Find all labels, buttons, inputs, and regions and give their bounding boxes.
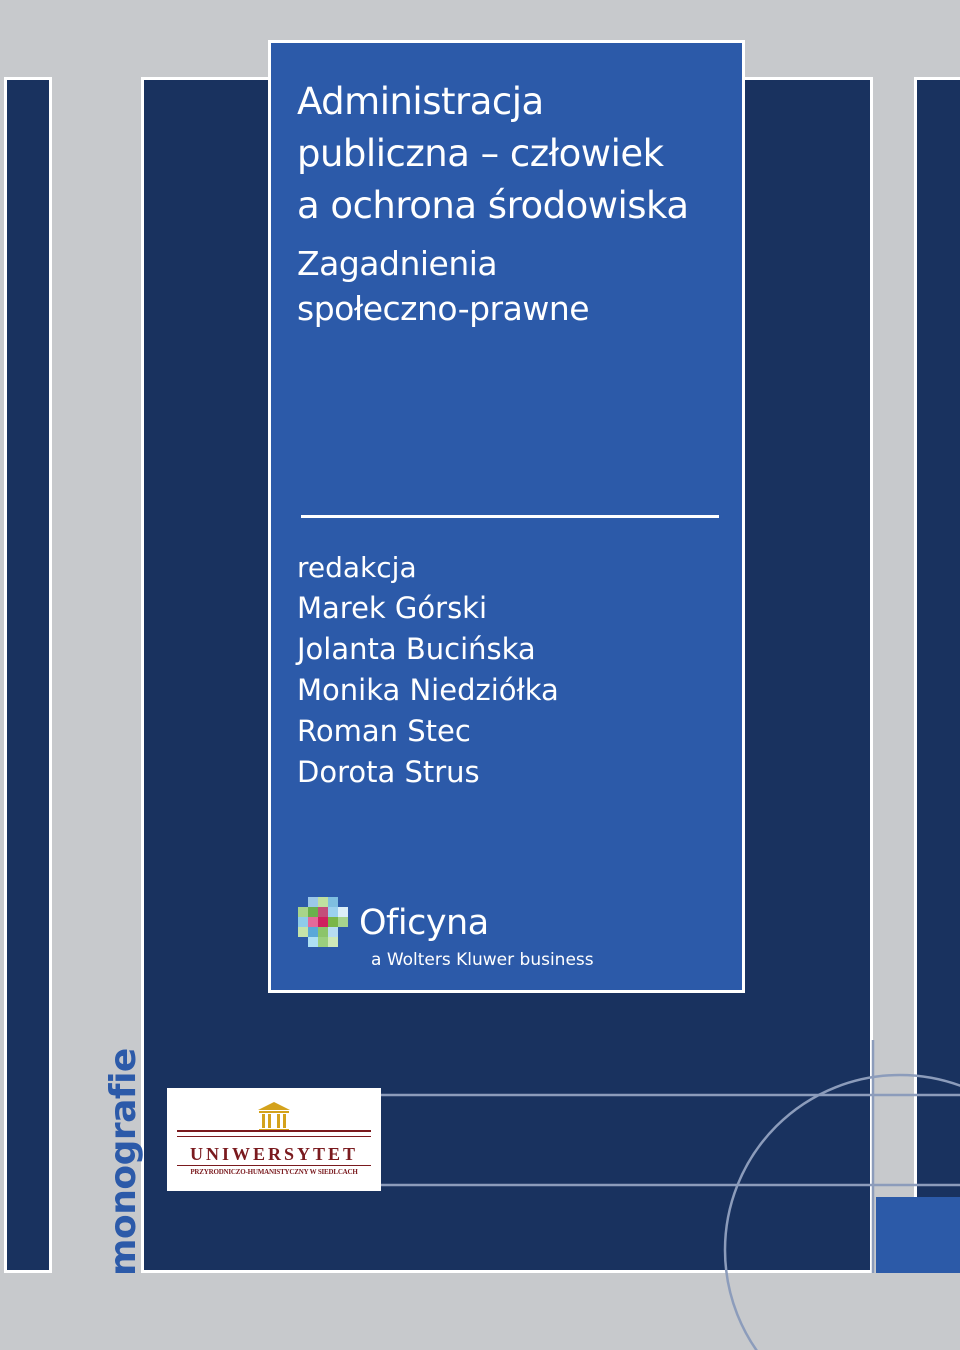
right-navy-strip [914, 77, 960, 1273]
left-navy-strip [4, 77, 52, 1273]
publisher-name: Oficyna [359, 903, 489, 943]
university-logo [167, 1088, 381, 1191]
series-label: monografie [103, 1048, 144, 1276]
university-name: UNIWERSYTET [189, 1144, 359, 1164]
publisher-tagline: a Wolters Kluwer business [371, 950, 594, 970]
book-subtitle: Zagadnienia społeczno-prawne [297, 244, 590, 328]
book-title: Administracja publiczna – człowiek a ochrona środowiska [297, 80, 689, 227]
editors-label: redakcja [297, 551, 417, 584]
building-columns-icon [254, 1100, 294, 1134]
title-panel [268, 40, 745, 993]
divider [301, 515, 719, 518]
university-rule [177, 1130, 371, 1132]
mosaic-logo-icon [298, 897, 348, 947]
bottom-gray-band [0, 1273, 960, 1350]
accent-square [876, 1197, 960, 1273]
right-gray-gap [873, 77, 914, 1273]
editors-list: Marek Górski Jolanta Bucińska Monika Niedziółka Roman Stec Dorota Strus [297, 591, 559, 789]
university-rule [177, 1165, 371, 1166]
university-subname: PRZYRODNICZO-HUMANISTYCZNY W SIEDLCACH [190, 1168, 358, 1176]
university-rule [177, 1136, 371, 1137]
